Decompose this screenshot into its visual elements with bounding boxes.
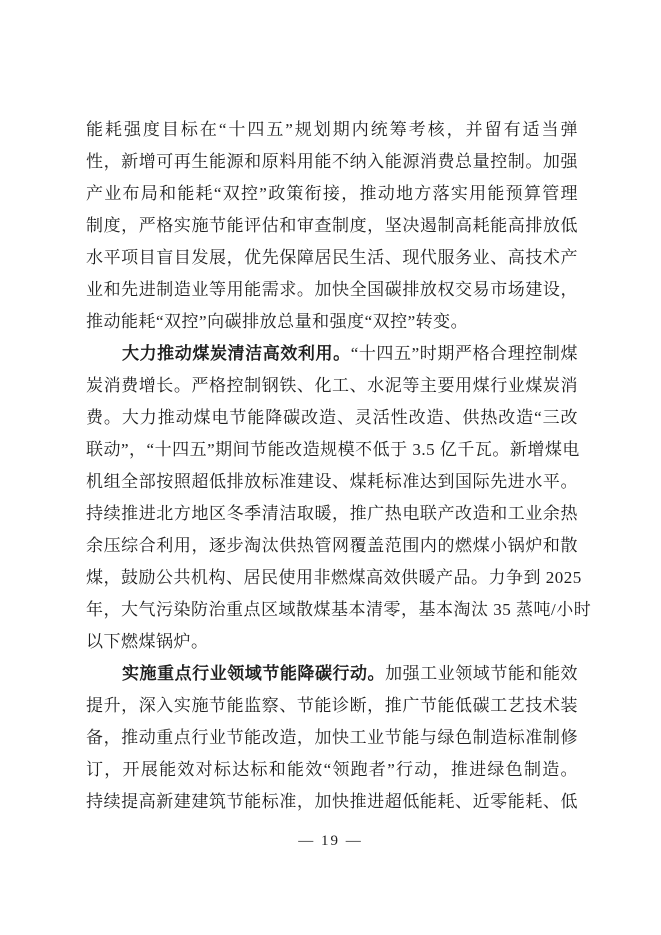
text-line: 以下燃煤锅炉。 bbox=[86, 632, 209, 651]
text-line: 能耗强度目标在“十四五”规划期内统筹考核，并留有适当弹 bbox=[86, 120, 578, 139]
text-line: 订，开展能效对标达标和能效“领跑者”行动，推进绿色制造。 bbox=[86, 760, 578, 779]
text-line: 持续提高新建建筑节能标准，加快推进超低能耗、近零能耗、低 bbox=[86, 792, 578, 811]
text-line: 持续推进北方地区冬季清洁取暖，推广热电联产改造和工业余热 bbox=[86, 504, 578, 523]
text-line: 年，大气污染防治重点区域散煤基本清零，基本淘汰 35 蒸吨/小时 bbox=[86, 600, 592, 619]
text-line: 实施重点行业领域节能降碳行动。加强工业领域节能和能效 bbox=[122, 664, 579, 683]
text-line: 产业布局和能耗“双控”政策衔接，推动地方落实用能预算管理 bbox=[86, 184, 578, 203]
text-line: 制度，严格实施节能评估和审查制度，坚决遏制高耗能高排放低 bbox=[86, 216, 578, 235]
text-line: 业和先进制造业等用能需求。加快全国碳排放权交易市场建设， bbox=[86, 280, 578, 299]
text-line: 费。大力推动煤电节能降碳改造、灵活性改造、供热改造“三改 bbox=[86, 408, 578, 427]
text-line: 推动能耗“双控”向碳排放总量和强度“双控”转变。 bbox=[86, 312, 469, 331]
text-line: 煤，鼓励公共机构、居民使用非燃煤高效供暖产品。力争到 2025 bbox=[86, 568, 582, 587]
text-line: 余压综合利用，逐步淘汰供热管网覆盖范围内的燃煤小锅炉和散 bbox=[86, 536, 578, 555]
paragraph-lead: 实施重点行业领域节能降碳行动。 bbox=[122, 664, 386, 683]
text-line: 性，新增可再生能源和原料用能不纳入能源消费总量控制。加强 bbox=[86, 152, 578, 171]
page-number: — 19 — bbox=[298, 833, 363, 849]
text-line: 提升，深入实施节能监察、节能诊断，推广节能低碳工艺技术装 bbox=[86, 696, 578, 715]
text-block bbox=[86, 114, 592, 818]
text-line: 联动”，“十四五”期间节能改造规模不低于 3.5 亿千瓦。新增煤电 bbox=[86, 440, 580, 459]
text-line: 炭消费增长。严格控制钢铁、化工、水泥等主要用煤行业煤炭消 bbox=[86, 376, 578, 395]
text-line: 大力推动煤炭清洁高效利用。“十四五”时期严格合理控制煤 bbox=[122, 344, 578, 363]
text-line: 水平项目盲目发展，优先保障居民生活、现代服务业、高技术产 bbox=[86, 248, 578, 267]
text-line: 机组全部按照超低排放标准建设、煤耗标准达到国际先进水平。 bbox=[86, 472, 578, 491]
text-line: 备，推动重点行业节能改造，加快工业节能与绿色制造标准制修 bbox=[86, 728, 578, 747]
paragraph-lead: 大力推动煤炭清洁高效利用。 bbox=[122, 344, 351, 363]
